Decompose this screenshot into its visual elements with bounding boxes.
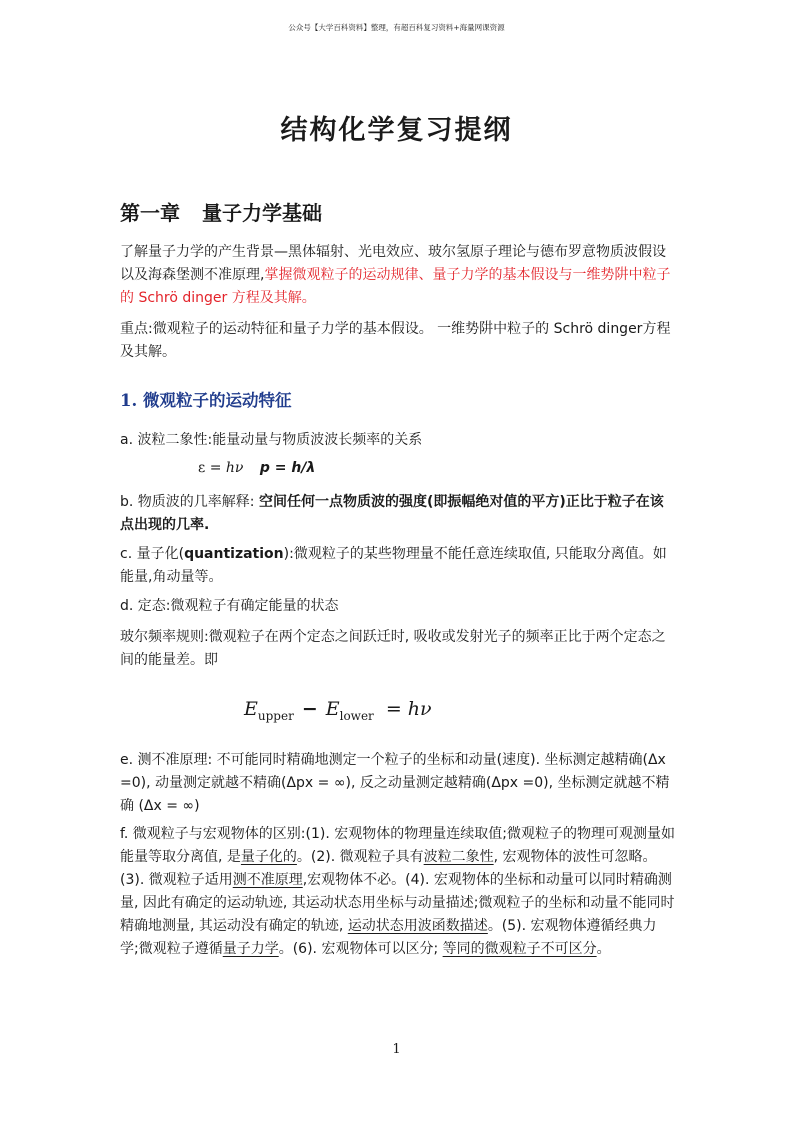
item-f-u2: 波粒二象性 bbox=[423, 849, 494, 865]
page-title: 结构化学复习提纲 bbox=[280, 115, 513, 146]
item-f-p1: f. 微观粒子与宏观物体的区别:(1). 宏观物体的物理量连续取值;微观粒子的物理可观测量如能量等取分离值, 是 bbox=[120, 826, 675, 865]
chapter-name: 量子力学基础 bbox=[202, 201, 322, 225]
formula1-eps: ε bbox=[198, 460, 206, 476]
item-b-bold: 空间任何一点物质波的强度(即振幅绝对值的平方)正比于粒子在该点出现的几率. bbox=[120, 494, 664, 533]
item-a: a. 波粒二象性:能量动量与物质波波长频率的关系 bbox=[120, 432, 423, 448]
formula-energy-momentum bbox=[198, 460, 315, 476]
formula2-lower: lower bbox=[339, 708, 374, 723]
item-f-p5: 。(5). 宏观物体遵循经典力学;微观粒子遵循 bbox=[120, 918, 657, 957]
formula2-rhs: = hν bbox=[385, 698, 432, 720]
item-c-term: quantization bbox=[184, 546, 284, 562]
item-f-p7: 。 bbox=[596, 941, 611, 957]
intro-red: 掌握微观粒子的运动规律、量子力学的基本假设与一维势阱中粒子的 Schrö dinger 方程及其解。 bbox=[120, 267, 671, 306]
item-f-u4: 运动状态用波函数描述 bbox=[347, 918, 488, 934]
item-c bbox=[120, 543, 675, 589]
item-e: e. 测不准原理: 不可能同时精确地测定一个粒子的坐标和动量(速度). 坐标测定越精确(Δx =0), 动量测定就越不精确(Δpx = ∞), 反之动量测定越精确(Δpx =0), 坐标测定就越不精确 (Δx = ∞) bbox=[120, 752, 670, 814]
chapter-heading bbox=[120, 197, 322, 226]
item-f bbox=[120, 823, 675, 961]
formula1-hv: hν bbox=[225, 460, 244, 476]
item-f-p4: ,宏观物体不必。(4). 宏观物体的坐标和动量可以同时精确测量, 因此有确定的运动轨迹, 其运动状态用坐标与动量描述;微观粒子的坐标和动量不能同时精确地测量, 其运动没有确定的轨迹, bbox=[120, 872, 675, 934]
item-f-u1: 量子化的 bbox=[240, 849, 297, 865]
item-f-u5: 量子力学 bbox=[222, 941, 279, 957]
item-b bbox=[120, 491, 675, 537]
watermark-header: 公众号【大学百科资料】整理，有超百科复习资料+海量网课资源 bbox=[288, 23, 505, 32]
formula1-eq: = bbox=[205, 460, 226, 476]
page-number: 1 bbox=[392, 1042, 401, 1057]
chapter-number: 第一章 bbox=[120, 201, 180, 225]
formula2-upper: upper bbox=[257, 708, 294, 723]
intro-paragraph bbox=[120, 241, 675, 310]
item-f-p2: 。(2). 微观粒子具有 bbox=[296, 849, 424, 865]
section-heading-1: 1. 微观粒子的运动特征 bbox=[120, 391, 292, 410]
item-f-p3: , 宏观物体的波性可忽略。(3). 微观粒子适用 bbox=[120, 849, 657, 888]
item-b-plain: b. 物质波的几率解释: bbox=[120, 494, 259, 510]
bohr-rule: 玻尔频率规则:微观粒子在两个定态之间跃迁时, 吸收或发射光子的频率正比于两个定态之间的能量差。即 bbox=[120, 629, 666, 668]
item-c-rest: ):微观粒子的某些物理量不能任意连续取值, 只能取分离值。如能量,角动量等。 bbox=[120, 546, 667, 585]
formula2-e1: E bbox=[244, 698, 258, 720]
formula1-p: p = h/λ bbox=[259, 460, 316, 476]
item-f-u6: 等同的微观粒子不可区分 bbox=[442, 941, 597, 957]
intro-plain: 了解量子力学的产生背景—黑体辐射、光电效应、玻尔氢原子理论与德布罗意物质波假设以及海森堡测不准原理, bbox=[120, 244, 666, 283]
item-f-u3: 测不准原理 bbox=[232, 872, 303, 888]
item-c-prefix: c. 量子化( bbox=[120, 546, 185, 562]
focus-paragraph: 重点:微观粒子的运动特征和量子力学的基本假设。 一维势阱中粒子的 Schrö dinger方程及其解。 bbox=[120, 321, 671, 360]
formula2-minus: − bbox=[301, 698, 318, 720]
formula-bohr-frequency bbox=[244, 698, 432, 723]
item-d: d. 定态:微观粒子有确定能量的状态 bbox=[120, 598, 339, 614]
formula2-e2: E bbox=[325, 698, 340, 720]
item-f-p6: 。(6). 宏观物体可以区分; bbox=[278, 941, 443, 957]
